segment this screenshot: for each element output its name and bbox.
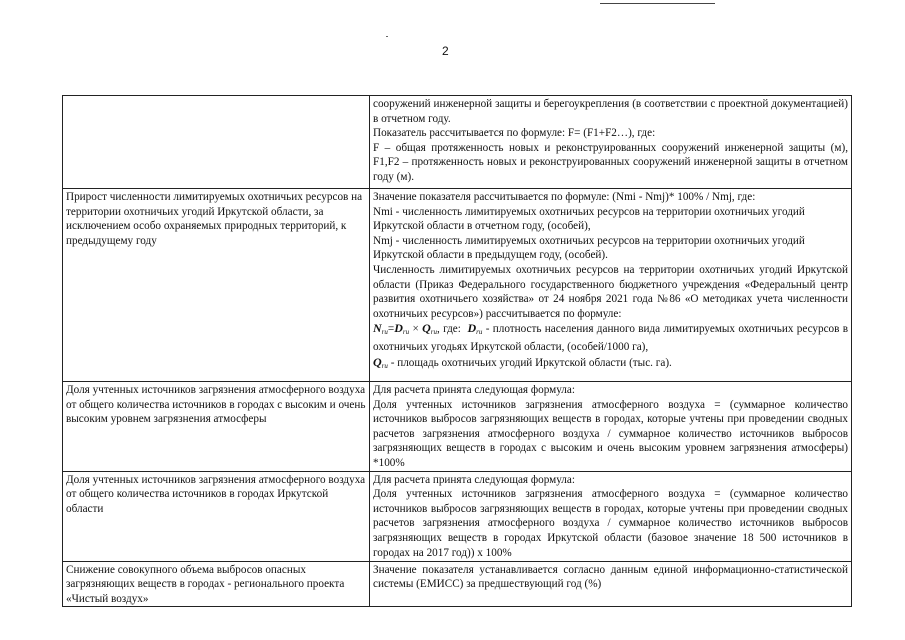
top-rule <box>600 3 715 4</box>
formula-q: Q <box>373 354 382 369</box>
method-paragraph: Показатель рассчитывается по формуле: F= (F1+F2…), где: <box>373 127 656 140</box>
method-paragraph: Доля учтенных источников загрязнения атмосферного воздуха = (суммарное количество источников выбросов загрязняющих веществ в городах, которые учтены при проведении сводных расчетов загрязнения атмосферного воздуха / суммарное количество источников выбросов загрязняющих веществ в городах Иркутской области (базовое значение 18 500 источников в городах на 2017 год)) x 100% <box>373 488 848 559</box>
method-paragraph: Численность лимитируемых охотничьих ресурсов на территории охотничьих угодий Иркутской области (Приказ Федерального государственного бюджетного учреждения «Федеральный центр развития охотничьего хозяйства» от 24 ноября 2021 года №86 «О методиках учета численности охотничьих ресурсов») рассчитывается по формуле: <box>373 263 848 320</box>
method-paragraph: Nmi - численность лимитируемых охотничьих ресурсов на территории охотничьих угодий Иркутской области в отчетном году, (особей), <box>373 205 805 233</box>
method-paragraph: Значение показателя рассчитывается по формуле: (Nmi - Nmj)* 100% / Nmj, где: <box>373 191 756 203</box>
scan-mark <box>386 36 388 37</box>
table-row <box>63 471 852 561</box>
method-paragraph: F – общая протяженность новых и реконструированных сооружений инженерной защиты (м), F1,F2 – протяженность новых и реконструированных сооружений инженерной защиты в отчетном году (м). <box>373 141 848 183</box>
formula-sub: ru <box>402 328 410 337</box>
density-formula-line <box>373 321 848 354</box>
method-cell <box>370 382 852 472</box>
formula-q: Q <box>422 321 431 336</box>
formula-d: D <box>467 321 477 336</box>
formula-d: D <box>394 321 403 336</box>
indicator-cell: Снижение совокупного объема выбросов опасных загрязняющих веществ в городах - регионального проекта «Чистый воздух» <box>63 561 370 607</box>
formula-sub: ru <box>381 328 388 337</box>
density-description: - плотность населения данного вида лимитируемых охотничьих ресурсов в охотничьих угодьях Иркутской области, (особей/1000 га), <box>373 323 849 353</box>
formula-sub: ru <box>430 328 437 337</box>
formula-eq: = <box>387 323 395 336</box>
formula-sub: ru <box>476 328 483 337</box>
formula-sub: ru <box>381 361 388 370</box>
formula-where: , где: <box>436 323 461 336</box>
table-row <box>63 382 852 472</box>
table-row <box>63 561 852 607</box>
method-cell <box>370 561 852 607</box>
indicator-cell: Доля учтенных источников загрязнения атмосферного воздуха от общего количества источников в городах с высоким и очень высоким уровнем загрязнения атмосферы <box>63 382 370 472</box>
method-paragraph: Доля учтенных источников загрязнения атмосферного воздуха = (суммарное количество источников выбросов загрязняющих веществ в городах, которые учтены при проведении сводных расчетов загрязнения атмосферного воздуха / суммарное количество источников выбросов загрязняющих веществ в городах с высоким и очень высоким уровнем загрязнения атмосферы) *100% <box>373 398 848 469</box>
formula-n: N <box>373 321 382 336</box>
indicators-table <box>62 95 852 607</box>
method-paragraph: Значение показателя устанавливается согласно данным единой информационно-статистической системы (ЕМИСС) за предшествующий год (%) <box>373 563 848 591</box>
indicator-cell: Доля учтенных источников загрязнения атмосферного воздуха от общего количества источников в городах Иркутской области <box>63 471 370 561</box>
method-paragraph: Для расчета принята следующая формула: <box>373 473 575 486</box>
indicator-cell: Прирост численности лимитируемых охотничьих ресурсов на территории охотничьих угодий Иркутской области, за исключением особо охраняемых природных территорий, к предыдущему году <box>63 189 370 382</box>
indicator-cell <box>63 96 370 189</box>
method-paragraph: сооружений инженерной защиты и берегоукрепления (в соответствии с проектной документацией) в отчетном году. <box>373 98 848 125</box>
formula-times: × <box>412 323 419 336</box>
method-paragraph: Для расчета принята следующая формула: <box>373 384 575 396</box>
page-number: 2 <box>442 44 449 58</box>
table-row <box>63 189 852 382</box>
method-cell <box>370 471 852 561</box>
area-description: - площадь охотничьих угодий Иркутской области (тыс. га). <box>390 356 672 369</box>
area-formula-line <box>373 355 848 374</box>
method-paragraph: Nmj - численность лимитируемых охотничьих ресурсов на территории охотничьих угодий Иркутской области в предыдущем году, (особей). <box>373 234 805 262</box>
method-cell <box>370 189 852 382</box>
method-cell <box>370 96 852 189</box>
table-row <box>63 96 852 189</box>
